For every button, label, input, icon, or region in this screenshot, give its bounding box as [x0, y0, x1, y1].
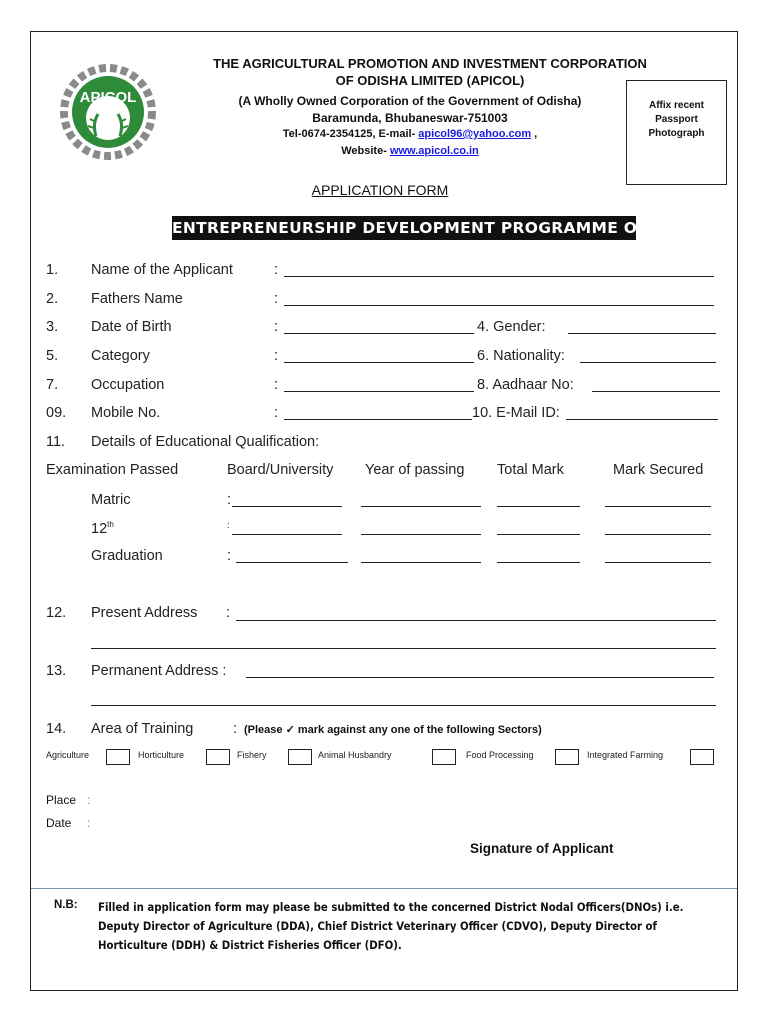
place-colon: :	[87, 793, 91, 807]
row-12th-label	[91, 520, 114, 537]
field-12-number: 12.	[46, 605, 67, 621]
mobile-input-line[interactable]	[284, 419, 472, 420]
sector-fishery-label: Fishery	[237, 750, 267, 760]
sector-food-processing-checkbox[interactable]	[555, 749, 579, 765]
field-9-number: 09.	[46, 405, 67, 421]
category-label: Category	[91, 348, 150, 364]
col-mark-secured: Mark Secured	[613, 462, 704, 478]
permanent-address-label: Permanent Address :	[91, 663, 227, 679]
email-label: 10. E-Mail ID:	[472, 405, 560, 421]
sector-animal-husbandry-label: Animal Husbandry	[318, 750, 392, 760]
matric-total-line[interactable]	[497, 506, 580, 507]
present-address-colon: :	[226, 605, 231, 621]
graduation-board-line[interactable]	[236, 562, 348, 563]
col-board: Board/University	[227, 462, 334, 478]
gender-label: 4. Gender:	[477, 319, 546, 335]
programme-title: ENTREPRENEURSHIP DEVELOPMENT PROGRAMME ON CAE	[172, 216, 636, 240]
nb-text: Filled in application form may please be submitted to the concerned District Nodal Officers(DNOs) i.e. Deputy Director of Agriculture (DDA), Chief District Veterinary Officer (CDVO), Deputy Director of Horticulture (DDH) & District Fisheries Officer (DFO).	[98, 901, 684, 952]
org-name-line1: THE AGRICULTURAL PROMOTION AND INVESTMENT CORPORATION	[213, 56, 647, 71]
category-colon: :	[274, 348, 279, 364]
aadhaar-input-line[interactable]	[592, 391, 720, 392]
tel-suffix: ,	[531, 128, 538, 140]
mobile-label: Mobile No.	[91, 405, 161, 421]
present-address-line-1[interactable]	[236, 620, 716, 621]
nb-label: N.B:	[54, 899, 78, 911]
col-total-mark: Total Mark	[497, 462, 564, 478]
field-13-number: 13.	[46, 663, 67, 679]
twelfth-board-line[interactable]	[232, 534, 342, 535]
twelfth-total-line[interactable]	[497, 534, 580, 535]
org-name-line2: OF ODISHA LIMITED (APICOL)	[335, 73, 525, 88]
website-label: Website-	[341, 145, 390, 157]
footer-divider	[31, 888, 737, 889]
permanent-address-line-1[interactable]	[246, 677, 714, 678]
email-input-line[interactable]	[566, 419, 718, 420]
photo-line3: Photograph	[648, 128, 705, 139]
sector-integrated-farming-checkbox[interactable]	[690, 749, 714, 765]
education-label: Details of Educational Qualification:	[91, 434, 320, 450]
col-examination: Examination Passed	[46, 462, 179, 478]
row-matric-colon: :	[227, 492, 232, 508]
nationality-label: 6. Nationality:	[477, 348, 565, 364]
website-link[interactable]: www.apicol.co.in	[389, 145, 479, 157]
date-colon: :	[87, 816, 91, 830]
aadhaar-label: 8. Aadhaar No:	[477, 377, 574, 393]
photo-line2: Passport	[655, 114, 698, 125]
field-11-number: 11.	[46, 434, 66, 450]
org-address: Baramunda, Bhubaneswar-751003	[312, 111, 508, 125]
org-subtitle: (A Wholly Owned Corporation of the Government of Odisha)	[238, 94, 582, 108]
form-title: APPLICATION FORM	[311, 182, 449, 198]
row-matric-label: Matric	[91, 492, 131, 508]
graduation-secured-line[interactable]	[605, 562, 711, 563]
field-5-number: 5.	[46, 348, 59, 364]
field-7-number: 7.	[46, 377, 59, 393]
field-14-number: 14.	[46, 721, 67, 737]
occupation-label: Occupation	[91, 377, 165, 393]
field-1-number: 1.	[46, 262, 59, 278]
photo-box[interactable]	[626, 80, 727, 185]
occupation-colon: :	[274, 377, 279, 393]
row-12th-colon: :	[227, 520, 230, 530]
field-2-number: 2.	[46, 291, 59, 307]
occupation-input-line[interactable]	[284, 391, 474, 392]
apicol-logo	[58, 62, 158, 162]
contact-line	[190, 128, 630, 140]
sector-animal-husbandry-checkbox[interactable]	[432, 749, 456, 765]
matric-year-line[interactable]	[361, 506, 481, 507]
place-label: Place	[46, 793, 77, 807]
email-link[interactable]: apicol96@yahoo.com	[418, 128, 532, 140]
website-line	[190, 145, 630, 157]
dob-colon: :	[274, 319, 279, 335]
row-graduation-label: Graduation	[91, 548, 163, 564]
present-address-label: Present Address	[91, 605, 198, 621]
twelfth-year-line[interactable]	[361, 534, 481, 535]
sector-agriculture-label: Agriculture	[46, 750, 90, 760]
signature-label: Signature of Applicant	[470, 841, 614, 856]
name-colon: :	[274, 262, 279, 278]
dob-input-line[interactable]	[284, 333, 474, 334]
category-input-line[interactable]	[284, 362, 474, 363]
twelfth-secured-line[interactable]	[605, 534, 711, 535]
sector-integrated-farming-label: Integrated Farming	[587, 750, 664, 760]
gender-input-line[interactable]	[568, 333, 716, 334]
photo-line1: Affix recent	[648, 100, 704, 111]
sector-horticulture-checkbox[interactable]	[206, 749, 230, 765]
matric-secured-line[interactable]	[605, 506, 711, 507]
graduation-year-line[interactable]	[361, 562, 481, 563]
logo-text: APICOL	[79, 89, 137, 106]
sector-fishery-checkbox[interactable]	[288, 749, 312, 765]
name-label: Name of the Applicant	[91, 262, 233, 278]
date-label: Date	[46, 816, 72, 830]
training-colon: :	[233, 721, 238, 737]
training-label: Area of Training	[91, 721, 194, 737]
dob-label: Date of Birth	[91, 319, 172, 335]
name-input-line[interactable]	[284, 276, 714, 277]
fathers-name-input-line[interactable]	[284, 305, 714, 306]
field-3-number: 3.	[46, 319, 59, 335]
nationality-input-line[interactable]	[580, 362, 716, 363]
mobile-colon: :	[274, 405, 279, 421]
matric-board-line[interactable]	[232, 506, 342, 507]
sector-food-processing-label: Food Processing	[466, 750, 534, 760]
col-year: Year of passing	[365, 462, 465, 478]
permanent-address-line-2[interactable]	[91, 705, 716, 706]
fathers-name-colon: :	[274, 291, 279, 307]
graduation-total-line[interactable]	[497, 562, 580, 563]
fathers-name-label: Fathers Name	[91, 291, 183, 307]
row-12th-sup: th	[107, 520, 114, 529]
present-address-line-2[interactable]	[91, 648, 716, 649]
sector-horticulture-label: Horticulture	[138, 750, 185, 760]
training-instruction: (Please ✓ mark against any one of the following Sectors)	[244, 724, 542, 736]
row-graduation-colon: :	[227, 548, 232, 564]
row-12th-text: 12	[91, 520, 108, 537]
tel-text: Tel-0674-2354125, E-mail-	[282, 128, 419, 140]
sector-agriculture-checkbox[interactable]	[106, 749, 130, 765]
